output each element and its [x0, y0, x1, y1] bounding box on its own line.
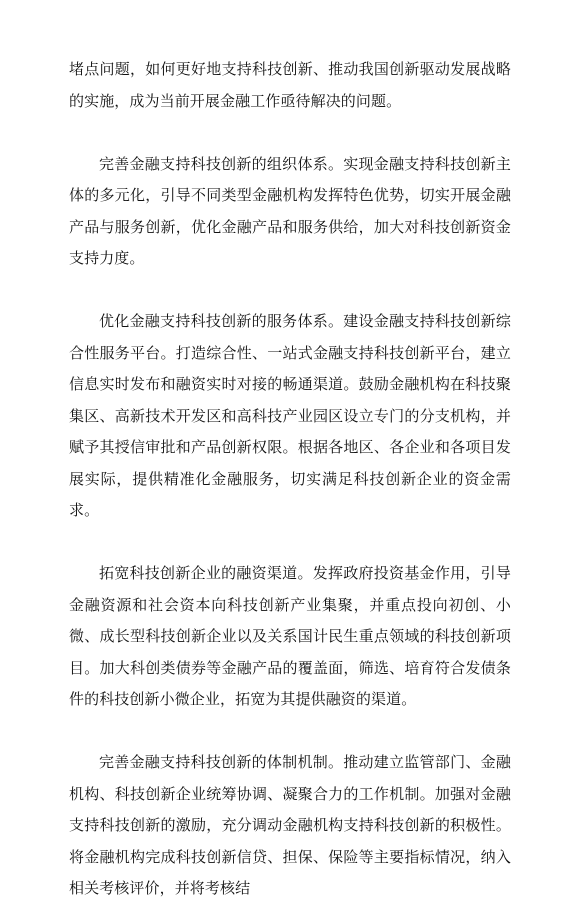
document-page [69, 54, 511, 905]
paragraph-service-system: 优化金融支持科技创新的服务体系。建设金融支持科技创新综合性服务平台。打造综合性、一站式金融支持科技创新平台，建立信息实时发布和融资实时对接的畅通渠道。鼓励金融机构在科技聚集区、高新技术开发区和高科技产业园区设立专门的分支机构，并赋予其授信审批和产品创新权限。根据各地区、各企业和各项目发展实际，提供精准化金融服务，切实满足科技创新企业的资金需求。 [69, 312, 511, 519]
paragraph-financing-channels: 拓宽科技创新企业的融资渠道。发挥政府投资基金作用，引导金融资源和社会资本向科技创新产业集聚，并重点投向初创、小微、成长型科技创新企业以及关系国计民生重点领域的科技创新项目。加大科创类债券等金融产品的覆盖面，筛选、培育符合发债条件的科技创新小微企业，拓宽为其提供融资的渠道。 [69, 564, 511, 708]
paragraph-organization-system: 完善金融支持科技创新的组织体系。实现金融支持科技创新主体的多元化，引导不同类型金融机构发挥特色优势，切实开展金融产品与服务创新，优化金融产品和服务供给，加大对科技创新资金支持力度。 [69, 154, 511, 267]
paragraph-institutional-mechanism: 完善金融支持科技创新的体制机制。推动建立监管部门、金融机构、科技创新企业统筹协调、凝聚合力的工作机制。加强对金融支持科技创新的激励，充分调动金融机构支持科技创新的积极性。将金融机构完成科技创新信贷、担保、保险等主要指标情况，纳入相关考核评价，并将考核结 [69, 753, 511, 897]
paragraph-continuation: 堵点问题，如何更好地支持科技创新、推动我国创新驱动发展战略的实施，成为当前开展金融工作亟待解决的问题。 [69, 60, 511, 110]
